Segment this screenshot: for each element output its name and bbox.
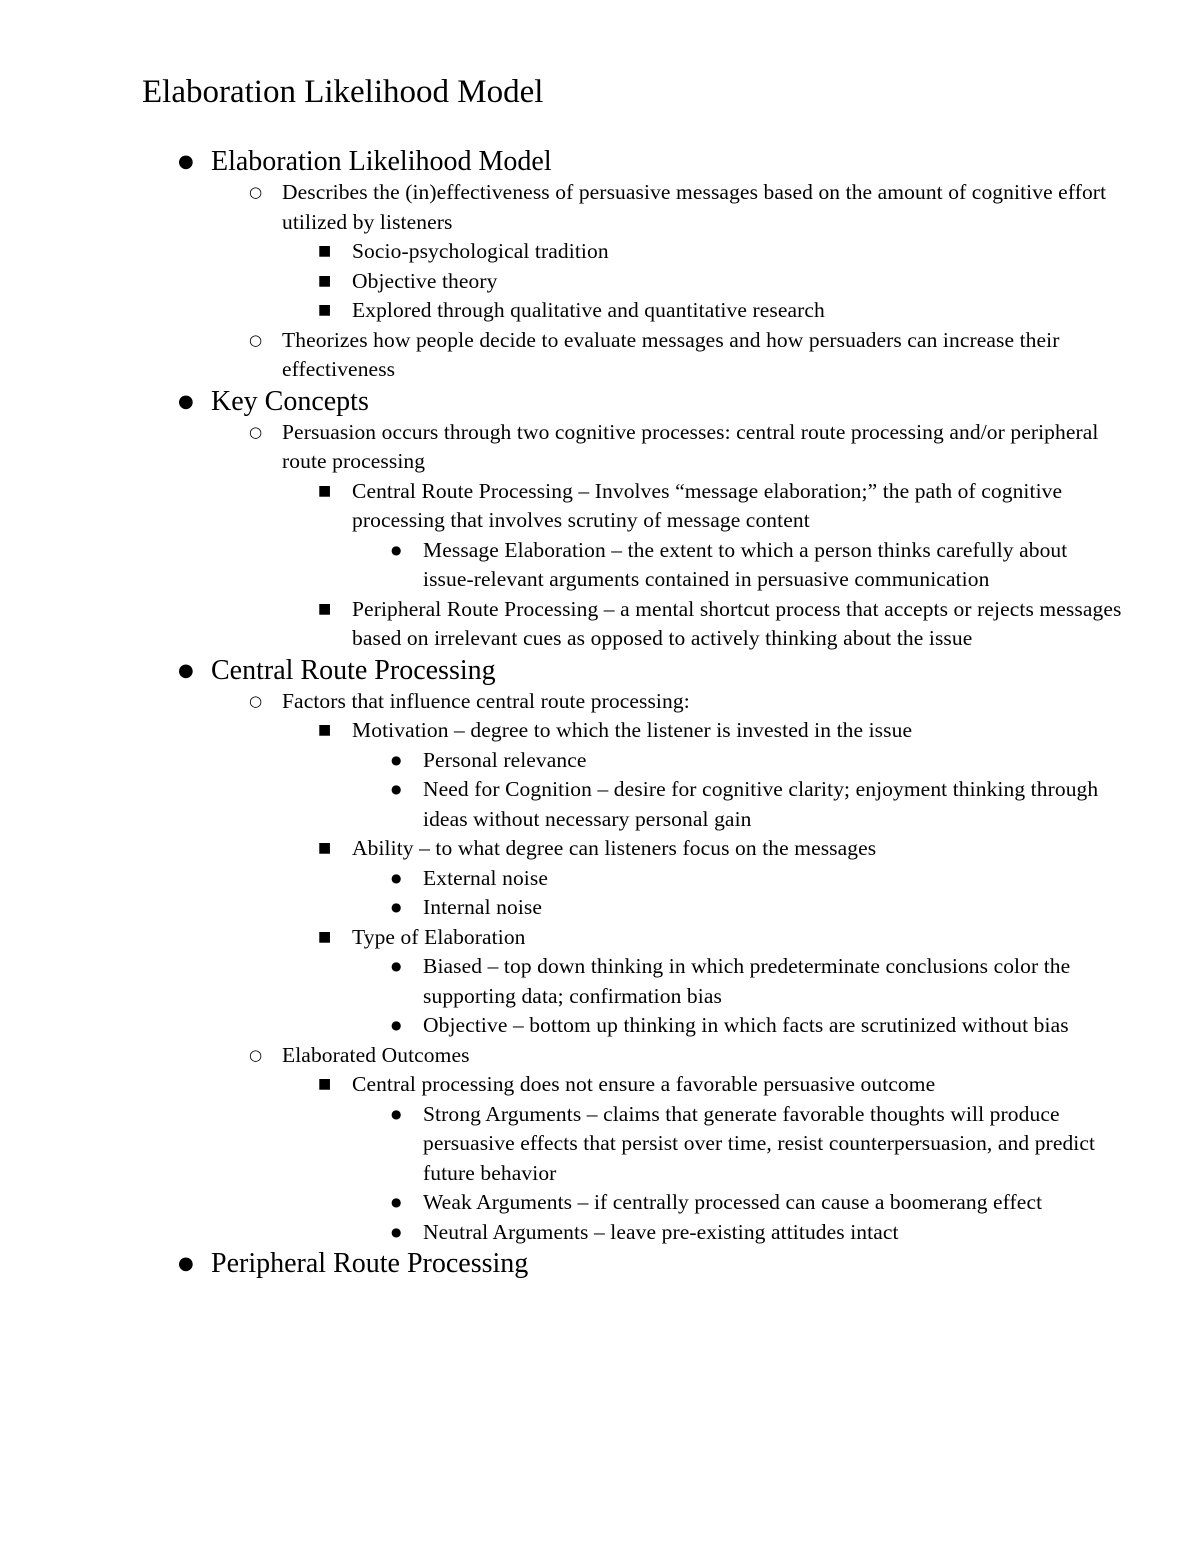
outline-item-level4 [0, 1011, 1123, 1041]
small-circle-bullet-icon: ● [391, 1195, 402, 1209]
outline-item-level4 [0, 775, 1123, 834]
outline-item-level1 [0, 385, 1131, 418]
outline-item-level3 [0, 834, 1122, 864]
outline-item-level4 [0, 893, 1123, 923]
outline-item-level4 [0, 1100, 1123, 1189]
outline-item-text: Neutral Arguments – leave pre-existing attitudes intact [423, 1219, 899, 1244]
outline-item-level4 [0, 1188, 1123, 1218]
document-title: Elaboration Likelihood Model [142, 74, 544, 110]
hollow-circle-bullet-icon: ○ [249, 422, 263, 441]
outline-item-text: Peripheral Route Processing [211, 1248, 529, 1279]
outline-item-text: Objective – bottom up thinking in which facts are scrutinized without bias [423, 1013, 1069, 1037]
small-circle-bullet-icon: ● [391, 959, 402, 973]
outline-item-text: Need for Cognition – desire for cognitive clarity; enjoyment thinking through ideas without necessary personal gain [423, 777, 1099, 831]
outline-item-level2 [0, 178, 1122, 237]
outline-item-level4 [0, 864, 1123, 894]
square-bullet-icon: ■ [318, 600, 332, 617]
outline-item-level1 [0, 145, 1131, 178]
filled-circle-bullet-icon: ● [178, 659, 194, 681]
outline-item-text: Weak Arguments – if centrally processed can cause a boomerang effect [423, 1190, 1043, 1214]
square-bullet-icon: ■ [318, 243, 332, 259]
hollow-circle-bullet-icon: ○ [249, 691, 263, 710]
outline-item-level2 [0, 326, 1122, 385]
outline-item-text: Key Concepts [211, 385, 369, 417]
filled-circle-bullet-icon: ● [178, 1253, 194, 1274]
outline-item-text: Central Route Processing [211, 654, 496, 686]
square-bullet-icon: ■ [318, 840, 332, 856]
outline-item-text: Strong Arguments – claims that generate favorable thoughts will produce persuasive effects that persist over time, resist counterpersuasion, and predict future behavior [423, 1101, 1096, 1185]
small-circle-bullet-icon: ● [391, 752, 402, 767]
square-bullet-icon: ■ [318, 722, 332, 738]
hollow-circle-bullet-icon: ○ [249, 1045, 263, 1064]
outline-item-text: Socio-psychological tradition [352, 239, 609, 263]
square-bullet-icon: ■ [318, 302, 332, 318]
outline-item-text: Message Elaboration – the extent to which a person thinks carefully about issue-relevant arguments contained in persuasive communication [423, 537, 1068, 591]
outline-item-text: Personal relevance [423, 747, 587, 772]
outline-item-level3 [0, 595, 1122, 654]
outline-item-text: Central Route Processing – Involves “message elaboration;” the path of cognitive processing that involves scrutiny of message content [352, 478, 1063, 532]
small-circle-bullet-icon: ● [391, 782, 402, 796]
outline-item-level4 [0, 1218, 1123, 1248]
outline-item-level4 [0, 746, 1123, 776]
filled-circle-bullet-icon: ● [178, 390, 194, 412]
outline-item-text: Theorizes how people decide to evaluate messages and how persuaders can increase their effectiveness [282, 327, 1060, 381]
outline-item-text: Describes the (in)effectiveness of persuasive messages based on the amount of cognitive effort utilized by listeners [282, 180, 1107, 234]
hollow-circle-bullet-icon: ○ [249, 183, 263, 201]
outline-item-text: Biased – top down thinking in which predeterminate conclusions color the supporting data; confirmation bias [423, 954, 1071, 1008]
small-circle-bullet-icon: ● [391, 870, 402, 885]
filled-circle-bullet-icon: ● [178, 151, 194, 172]
square-bullet-icon: ■ [318, 1076, 332, 1092]
small-circle-bullet-icon: ● [391, 542, 402, 557]
small-circle-bullet-icon: ● [391, 1224, 402, 1239]
outline-item-level3 [0, 237, 1122, 267]
outline-item-text: Motivation – degree to which the listener is invested in the issue [352, 718, 913, 742]
outline-item-level3 [0, 1070, 1122, 1100]
outline-item-text: Factors that influence central route processing: [282, 688, 690, 713]
outline-item-level3 [0, 296, 1122, 326]
outline-item-text: Objective theory [352, 268, 498, 293]
hollow-circle-bullet-icon: ○ [249, 330, 263, 349]
square-bullet-icon: ■ [318, 928, 332, 945]
outline-item-text: Central processing does not ensure a favorable persuasive outcome [352, 1072, 936, 1096]
outline-item-level4 [0, 952, 1123, 1011]
outline-item-text: Ability – to what degree can listeners focus on the messages [352, 836, 877, 860]
outline-item-text: Explored through qualitative and quantitative research [352, 298, 825, 322]
outline-item-text: Elaboration Likelihood Model [211, 146, 552, 177]
outline-item-level1 [0, 654, 1131, 687]
outline-item-text: Type of Elaboration [352, 924, 526, 949]
outline-item-level2 [0, 418, 1122, 477]
outline-item-level4 [0, 536, 1123, 595]
outline-item-level2 [0, 687, 1122, 717]
outline-item-level1 [0, 1247, 1131, 1280]
small-circle-bullet-icon: ● [391, 900, 402, 914]
outline-item-text: Peripheral Route Processing – a mental shortcut process that accepts or rejects messages based on irrelevant cues as opposed to actively thinking about the issue [352, 596, 1122, 650]
outline-item-level3 [0, 267, 1122, 297]
outline-item-text: Elaborated Outcomes [282, 1042, 470, 1067]
outline-item-level3 [0, 477, 1122, 536]
square-bullet-icon: ■ [318, 482, 332, 499]
small-circle-bullet-icon: ● [391, 1106, 402, 1121]
square-bullet-icon: ■ [318, 272, 332, 289]
outline-item-text: Internal noise [423, 895, 543, 919]
outline-item-level3 [0, 923, 1122, 953]
outline-item-level3 [0, 716, 1122, 746]
outline-item-level2 [0, 1041, 1122, 1071]
outline [0, 145, 1200, 1280]
outline-item-text: External noise [423, 865, 548, 890]
small-circle-bullet-icon: ● [391, 1018, 402, 1032]
outline-item-text: Persuasion occurs through two cognitive processes: central route processing and/or peripheral route processing [282, 419, 1099, 473]
